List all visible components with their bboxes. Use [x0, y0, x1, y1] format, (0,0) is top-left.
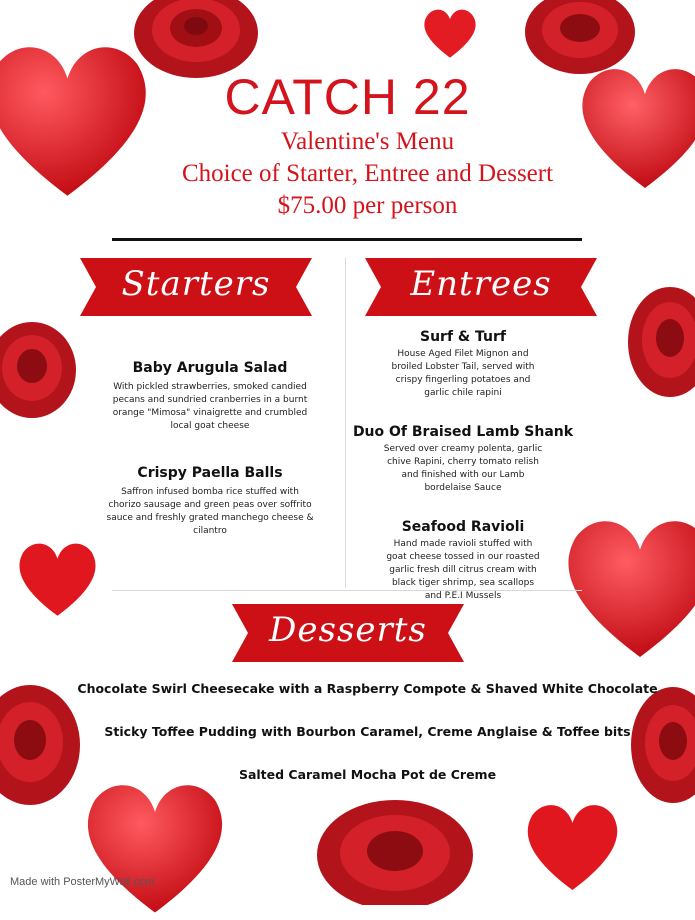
menu-price-line: $75.00 per person	[277, 192, 458, 219]
entree-item-description: House Aged Filet Mignon and broiled Lobster Tail, served with crispy fingerling potatoes and garlic chile rapini	[391, 349, 535, 398]
starters-heading: Starters	[121, 264, 271, 304]
rose-icon	[625, 285, 695, 400]
heart-icon	[420, 0, 480, 65]
rose-icon	[315, 795, 475, 905]
starter-item-description: Saffron infused bomba rice stuffed with chorizo sausage and green peas over soffrito sauce and freshly grated manchego cheese & cilantro	[106, 487, 314, 536]
menu-choice-line: Choice of Starter, Entree and Dessert	[181, 160, 554, 187]
menu-subtitle: Valentine's Menu	[280, 128, 455, 155]
entree-item-description: Served over creamy polenta, garlic chive Rapini, cherry tomato relish and finished with our Lamb bordelaise Sauce	[383, 444, 543, 493]
heart-icon	[65, 770, 245, 920]
desserts-ribbon	[232, 604, 464, 662]
entree-item-name: Seafood Ravioli	[401, 519, 525, 535]
entree-item-name: Duo Of Braised Lamb Shank	[352, 424, 574, 440]
entrees-heading: Entrees	[410, 264, 552, 304]
desserts-heading: Desserts	[269, 610, 427, 650]
column-divider	[345, 258, 346, 588]
heart-icon	[15, 535, 100, 620]
dessert-item: Sticky Toffee Pudding with Bourbon Caramel, Creme Anglaise & Toffee bits	[104, 724, 631, 739]
rose-icon	[0, 320, 80, 420]
dessert-item: Chocolate Swirl Cheesecake with a Raspberry Compote & Shaved White Chocolate	[77, 681, 658, 696]
footer-credit: Made with PosterMyWall.com	[10, 876, 155, 888]
header-divider	[112, 238, 582, 241]
heart-icon	[560, 490, 695, 680]
starter-item-name: Baby Arugula Salad	[132, 360, 288, 376]
dessert-item: Salted Caramel Mocha Pot de Creme	[238, 767, 497, 782]
entree-item-name: Surf & Turf	[420, 329, 506, 345]
rose-icon	[628, 685, 695, 805]
entree-item-description: Hand made ravioli stuffed with goat cheese tossed in our roasted garlic fresh dill citrus cream with black tiger shrimp, sea scallops and P.E.I Mussels	[386, 539, 540, 601]
entrees-ribbon	[365, 258, 597, 316]
starter-item-description: With pickled strawberries, smoked candied pecans and sundried cranberries in a burnt orange "Mimosa" vinaigrette and crumbled local goat cheese	[112, 382, 308, 431]
starters-ribbon	[80, 258, 312, 316]
restaurant-title: CATCH 22	[224, 69, 471, 125]
heart-icon	[520, 795, 625, 895]
starter-item-name: Crispy Paella Balls	[137, 465, 283, 481]
